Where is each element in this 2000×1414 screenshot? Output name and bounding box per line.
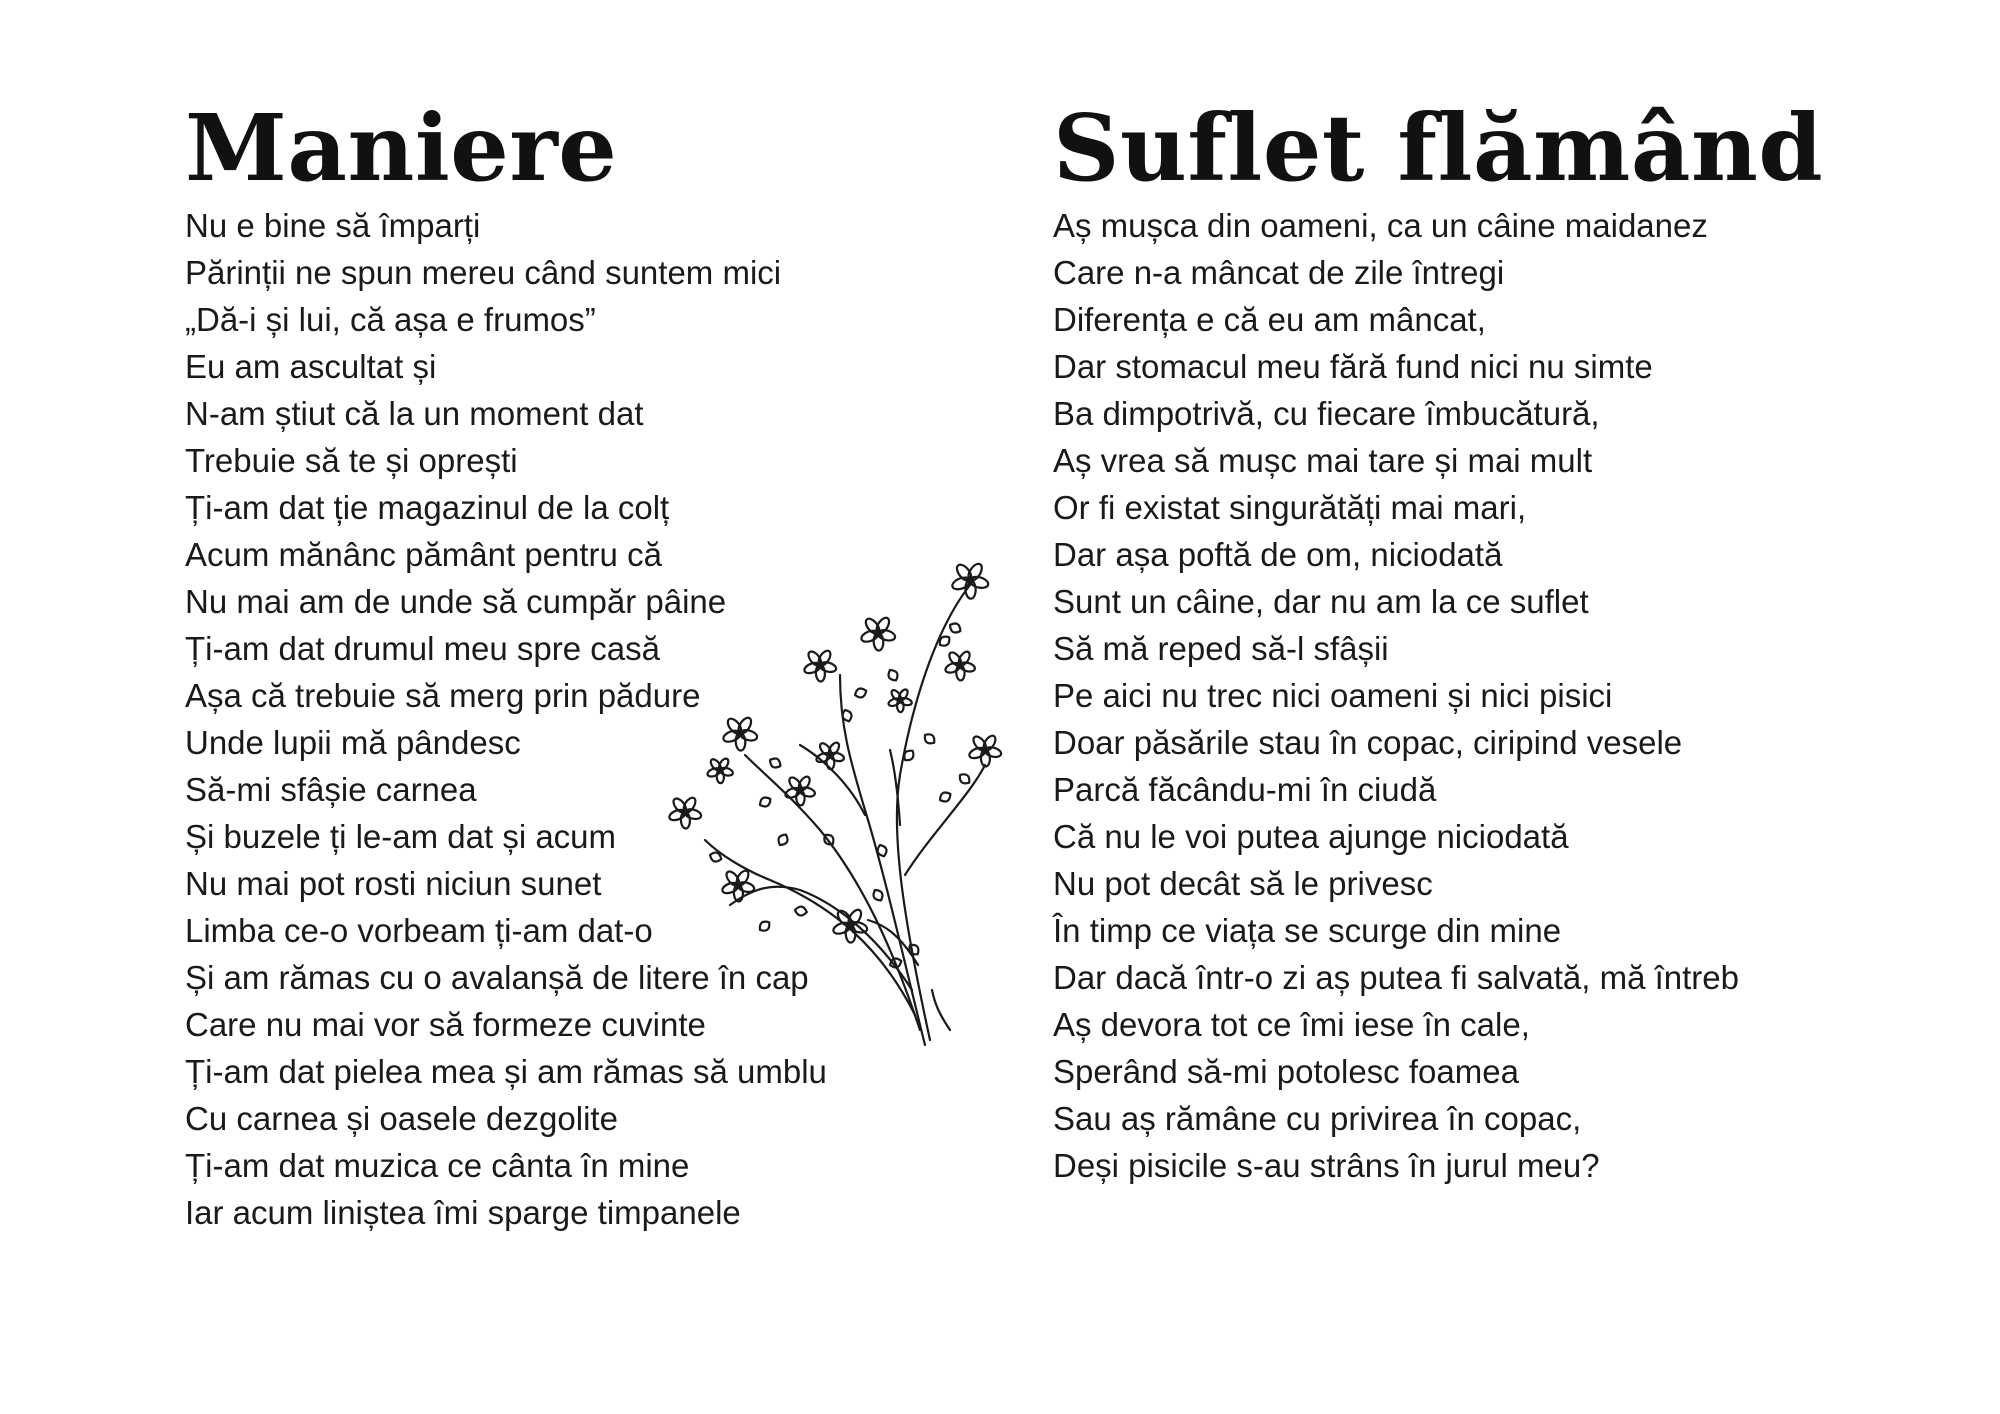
leaf-icon: [922, 732, 937, 747]
leaf-icon: [938, 790, 953, 804]
poem-suflet-flamand: [1053, 92, 1953, 1189]
poem-line: Acum mănânc pământ pentru că: [185, 536, 662, 573]
poem-line: Ți-am dat ție magazinul de la colț: [185, 489, 670, 526]
poem-line: În timp ce viața se scurge din mine: [1053, 912, 1562, 949]
poem-line: Care n-a mâncat de zile întregi: [1053, 254, 1505, 291]
poem-line: Deși pisicile s-au strâns în jurul meu?: [1053, 1147, 1600, 1184]
poem-line: Părinții ne spun mereu când suntem mici: [185, 254, 782, 291]
poem-line: Trebuie să te și oprești: [185, 442, 518, 479]
poem-line: Eu am ascultat și: [185, 348, 437, 385]
poem-line: Sunt un câine, dar nu am la ce suflet: [1053, 583, 1589, 620]
leaf-icon: [776, 832, 790, 847]
leaf-icon: [853, 687, 867, 700]
flower-icon: [721, 869, 755, 902]
leaf-icon: [757, 919, 772, 934]
flower-icon: [888, 688, 913, 712]
poem-line: Or fi existat singurătăți mai mari,: [1053, 489, 1527, 526]
poem-line: Nu e bine să împarți: [185, 207, 481, 244]
flower-icon: [722, 716, 758, 751]
poem-line: Nu mai am de unde să cumpăr pâine: [185, 583, 727, 620]
leaf-icon: [768, 756, 783, 770]
poem-line: Să-mi sfâșie carnea: [185, 771, 477, 808]
poem-line: Și am rămas cu o avalanșă de litere în cap: [185, 959, 809, 996]
poem-line: Sperând să-mi potolesc foamea: [1053, 1053, 1519, 1090]
leaf-icon: [758, 795, 773, 809]
flower-icon: [832, 908, 868, 943]
poem-line: Diferența e că eu am mâncat,: [1053, 301, 1486, 338]
leaf-icon: [948, 621, 963, 635]
poem-line: Aș vrea să mușc mai tare și mai mult: [1053, 442, 1593, 479]
poem-line: Aș devora tot ce îmi iese în cale,: [1053, 1006, 1530, 1043]
poem-line: Așa că trebuie să merg prin pădure: [185, 677, 701, 714]
poem-line: Ți-am dat drumul meu spre casă: [185, 630, 661, 667]
leaf-icon: [907, 942, 922, 957]
poem-line: Dar stomacul meu fără fund nici nu simte: [1053, 348, 1653, 385]
poem-line: Unde lupii mă pândesc: [185, 724, 521, 761]
flower-icon: [951, 562, 990, 599]
flower-icon: [815, 741, 845, 770]
leaf-icon: [871, 888, 885, 903]
poem-line: Care nu mai vor să formeze cuvinte: [185, 1006, 706, 1043]
flower-icon: [784, 775, 816, 806]
poem-line: Că nu le voi putea ajunge niciodată: [1053, 818, 1569, 855]
poem-line: Ba dimpotrivă, cu fiecare îmbucătură,: [1053, 395, 1600, 432]
poem-line: Nu pot decât să le privesc: [1053, 865, 1433, 902]
poem-line: Parcă făcându-mi în ciudă: [1053, 771, 1437, 808]
flower-icon: [860, 616, 896, 651]
poem-line: Cu carnea și oasele dezgolite: [185, 1100, 618, 1137]
poem-line: Sau aș rămâne cu privirea în copac,: [1053, 1100, 1582, 1137]
poem-lines: [1053, 202, 1953, 1189]
poem-line: Și buzele ți le-am dat și acum: [185, 818, 617, 855]
poem-line: Limba ce-o vorbeam ți-am dat-o: [185, 912, 653, 949]
poem-line: Pe aici nu trec nici oameni și nici pisici: [1053, 677, 1613, 714]
flower-icon: [803, 649, 837, 682]
poem-line: Doar păsările stau în copac, ciripind vesele: [1053, 724, 1683, 761]
poem-title: Maniere: [185, 94, 618, 202]
flower-bouquet-icon: [650, 545, 1040, 1085]
poem-line: Dar așa poftă de om, niciodată: [1053, 536, 1503, 573]
poem-line: Să mă reped să-l sfâșii: [1053, 630, 1389, 667]
leaf-icon: [794, 906, 807, 917]
poem-line: Aș mușca din oameni, ca un câine maidanez: [1053, 207, 1708, 244]
poem-title: Suflet flămând: [1053, 94, 1824, 202]
poem-line: Nu mai pot rosti niciun sunet: [185, 865, 602, 902]
flower-icon: [944, 650, 976, 681]
poem-line: Dar dacă într-o zi aș putea fi salvată, mă întreb: [1053, 959, 1739, 996]
flower-icon: [968, 734, 1002, 767]
poem-line: N-am știut că la un moment dat: [185, 395, 644, 432]
flower-icon: [668, 796, 702, 829]
flower-icon: [706, 757, 733, 783]
leaf-icon: [957, 772, 972, 787]
poem-line: Ți-am dat pielea mea și am rămas să umblu: [185, 1053, 827, 1090]
leaf-icon: [886, 668, 900, 683]
poem-line: Ți-am dat muzica ce cânta în mine: [185, 1147, 690, 1184]
poem-line: „Dă-i și lui, că așa e frumos”: [185, 301, 596, 338]
poem-line: Iar acum liniștea îmi sparge timpanele: [185, 1194, 741, 1231]
